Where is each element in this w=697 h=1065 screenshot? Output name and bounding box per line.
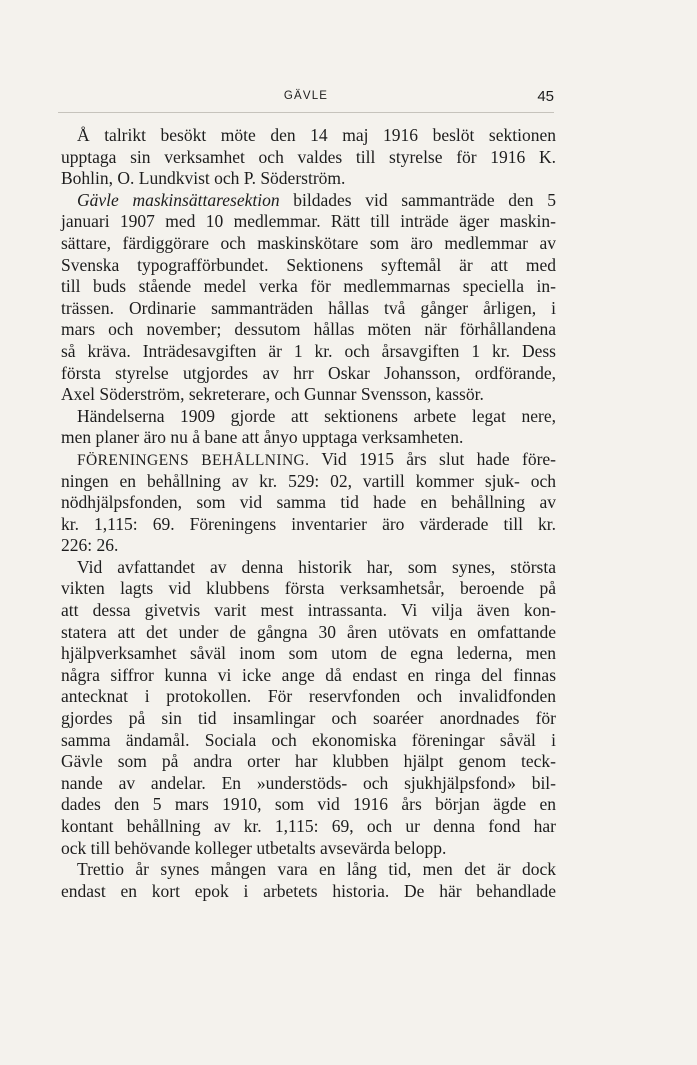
- text-fragment: bildades vid sammanträde den 5: [279, 189, 556, 210]
- text-line: antecknat i protokollen. För reservfonden och invalidfonden: [61, 686, 556, 707]
- text-line: kontant behållning av kr. 1,115: 69, och ur denna fond har: [61, 816, 556, 836]
- text-line: sättare, färdiggörare och maskinskötare som äro medlemmar av: [61, 232, 556, 253]
- text-line: vikten lagts vid klubbens första verksamhetsår, beroende på: [61, 578, 556, 599]
- text-line: dades den 5 mars 1910, som vid 1916 års början ägde en: [61, 794, 556, 815]
- section-name-italic: Gävle maskinsättaresektion: [77, 189, 280, 210]
- body-text: [61, 125, 556, 902]
- text-line: endast en kort epok i arbetets historia. De här behandlade: [61, 880, 556, 901]
- text-fragment: Vid 1915 års slut hade före-: [309, 448, 556, 469]
- section-heading-smallcaps: FÖRENINGENS BEHÅLLNING.: [77, 451, 310, 469]
- text-line: samma ändamål. Sociala och ekonomiska föreningar såväl i: [61, 729, 556, 750]
- text-line: så kräva. Inträdesavgiften är 1 kr. och årsavgiften 1 kr. Dess: [61, 340, 556, 361]
- text-line: Händelserna 1909 gjorde att sektionens arbete legat nere,: [77, 405, 556, 426]
- text-line: nande av andelar. En »understöds- och sjukhjälpsfond» bil-: [61, 772, 556, 793]
- text-line: men planer äro nu å bane att ånyo upptaga verksamheten.: [61, 427, 464, 448]
- running-head-title: GÄVLE: [283, 90, 329, 102]
- text-line: [61, 190, 556, 212]
- text-line: första styrelse utgjordes av hrr Oskar Johansson, ordförande,: [61, 362, 556, 383]
- text-line: Vid avfattandet av denna historik har, som synes, största: [77, 556, 556, 577]
- page-number: 45: [537, 88, 554, 105]
- text-line: 226: 26.: [61, 535, 119, 556]
- text-line: statera att det under de gångna 30 åren utövats en omfattande: [61, 621, 556, 642]
- text-line: trässen. Ordinarie sammanträden hållas två gånger årligen, i: [61, 297, 556, 318]
- text-line: [61, 449, 556, 471]
- text-line: nödhjälpsfonden, som vid samma tid hade en behållning av: [61, 492, 556, 513]
- text-line: att dessa givetvis varit mest intrassanta. Vi vilja även kon-: [61, 600, 556, 621]
- text-line: januari 1907 med 10 medlemmar. Rätt till inträde äger maskin-: [61, 211, 556, 232]
- text-line: gjordes på sin tid insamlingar och soaréer anordnades för: [61, 708, 556, 729]
- header-rule: [58, 112, 554, 113]
- text-line: hjälpverksamhet såväl inom som utom de egna lederna, men: [61, 643, 556, 664]
- text-line: till buds stående medel verka för medlemmarnas speciella in-: [61, 276, 556, 297]
- running-head: [58, 88, 554, 110]
- text-line: kr. 1,115: 69. Föreningens inventarier äro värderade till kr.: [61, 513, 556, 534]
- text-line: upptaga sin verksamhet och valdes till styrelse för 1916 K.: [61, 146, 556, 167]
- text-line: Bohlin, O. Lundkvist och P. Söderström.: [61, 168, 346, 189]
- text-line: Svenska typografförbundet. Sektionens syftemål är att med: [61, 254, 556, 275]
- text-line: Gävle som på andra orter har klubben hjälpt genom teck-: [61, 751, 556, 772]
- text-line: några siffror kunna vi icke ange då endast en ringa del finnas: [61, 664, 556, 685]
- text-line: mars och november; dessutom hållas möten när förhållandena: [61, 319, 556, 340]
- text-line: Å talrikt besökt möte den 14 maj 1916 beslöt sektionen: [77, 125, 556, 145]
- text-line: ningen en behållning av kr. 529: 02, vartill kommer sjuk- och: [61, 470, 556, 491]
- text-line: ock till behövande kolleger utbetalts avsevärda belopp.: [61, 837, 447, 858]
- text-line: Trettio år synes mången vara en lång tid, men det är dock: [77, 859, 556, 880]
- text-line: Axel Söderström, sekreterare, och Gunnar Svensson, kassör.: [61, 384, 484, 405]
